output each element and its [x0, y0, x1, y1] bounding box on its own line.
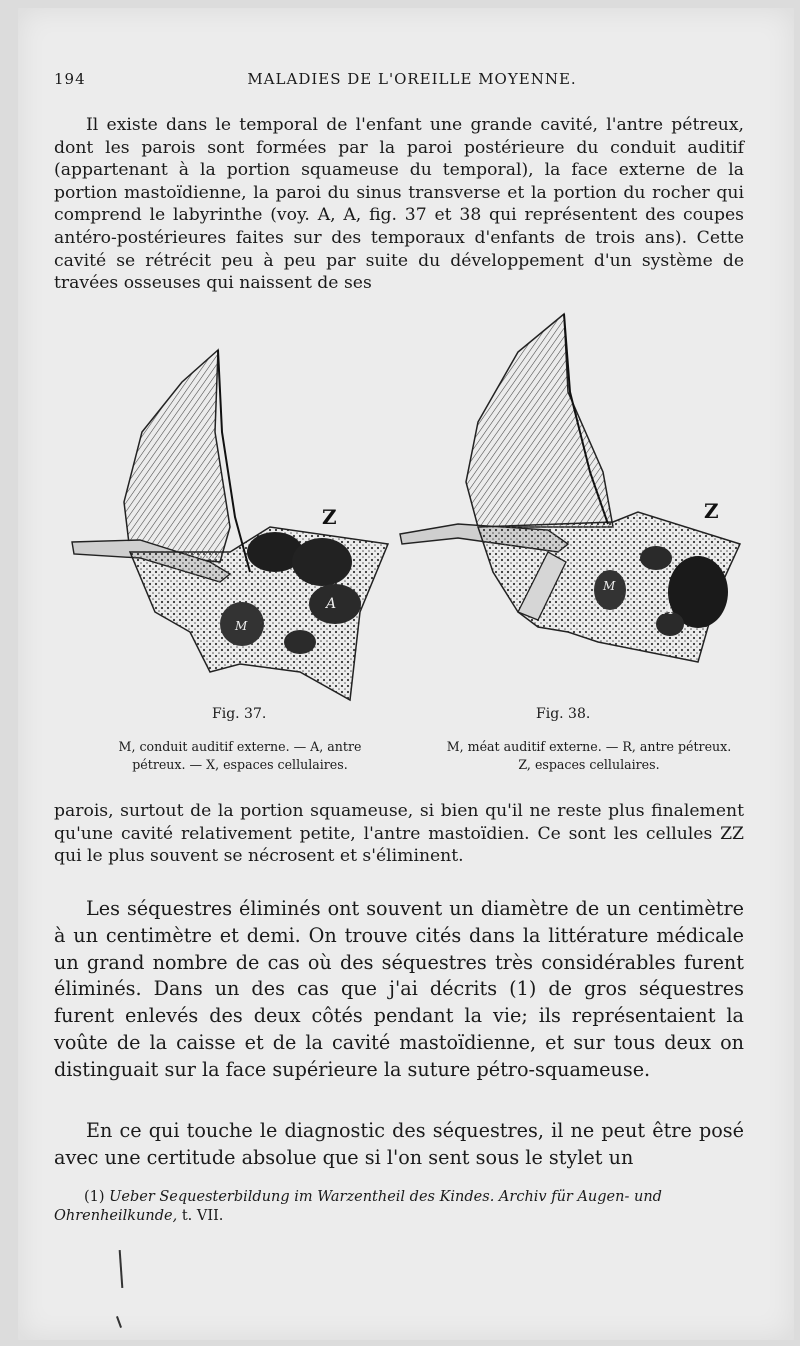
- caption-line: M, méat auditif externe. — R, antre pétreux.: [446, 739, 732, 754]
- figure-38-caption: [404, 738, 774, 774]
- cell-cavity: [284, 630, 316, 654]
- label-z: Z: [322, 505, 337, 529]
- running-header: [54, 70, 770, 96]
- figure-37-illustration: [70, 312, 392, 704]
- page-number: 194: [54, 70, 86, 88]
- footnote-marker: (1): [84, 1189, 105, 1205]
- caption-line: Z, espaces cellulaires.: [518, 757, 660, 772]
- footnote-volume: t. VII.: [177, 1208, 224, 1224]
- label-z: Z: [704, 499, 719, 523]
- caption-line: pétreux. — X, espaces cellulaires.: [132, 757, 348, 772]
- cell-cavity: [640, 546, 672, 570]
- squama-shape: [124, 350, 230, 562]
- label-a: A: [326, 596, 337, 612]
- label-m: M: [603, 579, 616, 593]
- label-a: A: [663, 602, 674, 618]
- figure-37-label: Fig. 37.: [212, 706, 267, 722]
- figure-38-illustration: [398, 312, 744, 692]
- paragraph-2: parois, surtout de la portion squameuse, si bien qu'il ne reste plus finalement qu'une cavité relativement petite, l'antre mastoïdien. Ce sont les cellules ZZ qui le plus souvent se nécrosent et s'éliminent.: [54, 801, 744, 867]
- squama-shape: [466, 314, 613, 527]
- cell-cavity: [292, 538, 352, 586]
- running-title: MALADIES DE L'OREILLE MOYENNE.: [247, 70, 577, 88]
- figure-37: [70, 312, 392, 704]
- label-m: M: [235, 619, 248, 633]
- figure-38: [398, 312, 744, 692]
- footnote-reference: Ueber Sequesterbildung im Warzentheil des Kindes. Archiv für Augen- und Ohrenheilkunde,: [54, 1189, 662, 1224]
- paragraph-4: En ce qui touche le diagnostic des séquestres, il ne peut être posé avec une certitude absolue que si l'on sent sous le stylet un: [54, 1119, 744, 1169]
- paragraph-3: Les séquestres éliminés ont souvent un diamètre de un centimètre à un centimètre et demi. On trouve cités dans la littérature médicale un grand nombre de cas où des séquestres très considérables furent éliminés. Dans un des cas que j'ai décrits (1) de gros séquestres furent enlevés des deux côtés pendant la vie; ils représentaient la voûte de la caisse et de la cavité mastoïdienne, et sur tous deux on distinguait sur la face supérieure la suture pétro-squameuse.: [54, 897, 744, 1081]
- paragraph-1: Il existe dans le temporal de l'enfant une grande cavité, l'antre pétreux, dont les parois sont formées par la paroi postérieure du conduit auditif (appartenant à la portion squameuse du temporal), la face externe de la portion mastoïdienne, la paroi du sinus transverse et la portion du rocher qui comprend le labyrinthe (voy. A, A, fig. 37 et 38 qui représentent des coupes antéro-postérieures faites sur des temporaux d'enfants de trois ans). Cette cavité se rétrécit peu à peu par suite du développement d'un système de travées osseuses qui naissent de ses: [54, 115, 744, 294]
- figure-37-caption: [80, 738, 400, 774]
- caption-line: M, conduit auditif externe. — A, antre: [118, 739, 362, 754]
- footnote: [54, 1188, 754, 1226]
- figure-38-label: Fig. 38.: [536, 706, 591, 722]
